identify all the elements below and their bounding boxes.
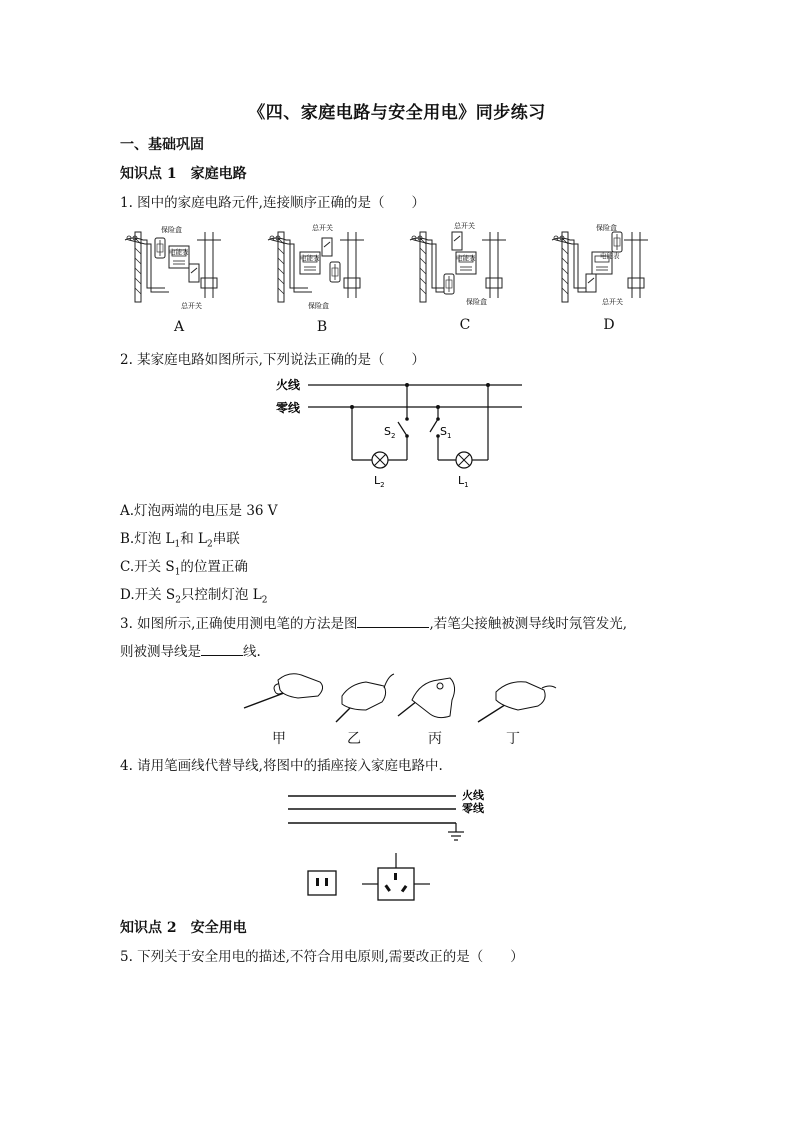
q2-lamp-l1-label: $L_1$ (458, 474, 469, 489)
q2-option-a: A.灯泡两端的电压是 36 V (120, 503, 278, 519)
q3-hand-bing-icon (398, 678, 455, 718)
q1-option-c-label: C (459, 317, 471, 333)
q1b-fuse-label: 保险盒 (308, 302, 329, 310)
q3-hand-ding-icon (478, 682, 556, 722)
q2-live-wire-label: 火线 (276, 378, 301, 392)
q2-circuit-diagram (270, 372, 530, 490)
q2-lamp-l2-label: $L_2$ (374, 474, 385, 489)
q1-option-b-label: B (316, 319, 328, 335)
q1c-meter-label: 电能表 (456, 254, 476, 262)
q4-socket-wiring-diagram (280, 782, 500, 906)
question-4-text: 4. 请用笔画线代替导线,将图中的插座接入家庭电路中. (120, 758, 443, 774)
q3-label-bing: 丙 (428, 731, 442, 747)
q1-option-a-label: A (173, 319, 185, 335)
q3-answer-blank-2[interactable] (201, 641, 243, 656)
knowledge-point-1-heading: 知识点 1 家庭电路 (120, 166, 247, 182)
q1d-switch-label: 总开关 (602, 298, 623, 306)
q2-switch-s2-label: $S_2$ (384, 425, 396, 440)
q1c-switch-label: 总开关 (454, 222, 475, 230)
q3-label-ding: 丁 (506, 731, 520, 747)
q2-neutral-wire-label: 零线 (276, 401, 301, 415)
q2-option-b: B.灯泡 $L_1$和 $L_2$串联 (120, 531, 240, 550)
knowledge-point-2-heading: 知识点 2 安全用电 (120, 920, 247, 936)
q4-neutral-wire-label: 零线 (462, 802, 484, 815)
three-pin-socket-icon (362, 853, 430, 900)
q3-hand-jia-icon (244, 674, 323, 708)
q1a-switch-label: 总开关 (181, 302, 202, 310)
section-heading-basics: 一、基础巩固 (120, 137, 204, 153)
question-3-line-1: 3. 如图所示,正确使用测电笔的方法是图 ,若笔尖接触被测导线时氖管发光, (120, 612, 627, 632)
q1c-fuse-label: 保险盒 (466, 298, 487, 306)
q4-live-wire-label: 火线 (462, 789, 484, 802)
question-2-text: 2. 某家庭电路如图所示,下列说法正确的是（ ） (120, 352, 425, 368)
q1a-meter-label: 电能表 (169, 248, 189, 256)
question-3-line-2: 则被测导线是 线. (120, 640, 261, 660)
two-pin-socket-icon (308, 871, 336, 895)
question-1-text: 1. 图中的家庭电路元件,连接顺序正确的是（ ） (120, 195, 425, 211)
q1d-fuse-label: 保险盒 (596, 224, 617, 232)
q2-option-c: C.开关 $S_1$的位置正确 (120, 559, 248, 578)
q1-option-d-label: D (603, 317, 615, 333)
page-title: 《四、家庭电路与安全用电》同步练习 (248, 103, 546, 123)
q1d-meter-label: 电能表 (600, 252, 620, 260)
question-5-text: 5. 下列关于安全用电的描述,不符合用电原则,需要改正的是（ ） (120, 949, 524, 965)
q1-panel-diagrams (120, 218, 680, 318)
q1a-fuse-label: 保险盒 (161, 226, 182, 234)
q1b-switch-label: 总开关 (312, 224, 333, 232)
q3-hand-yi-icon (336, 674, 394, 722)
q2-switch-s1-label: $S_1$ (440, 425, 452, 440)
q2-option-d: D.开关 $S_2$只控制灯泡 $L_2$ (120, 587, 268, 606)
q3-test-pen-illustrations (238, 666, 568, 728)
q3-answer-blank-1[interactable] (357, 613, 429, 628)
q3-label-yi: 乙 (347, 731, 361, 747)
q1b-meter-label: 电能表 (300, 254, 320, 262)
q3-label-jia: 甲 (272, 731, 286, 747)
